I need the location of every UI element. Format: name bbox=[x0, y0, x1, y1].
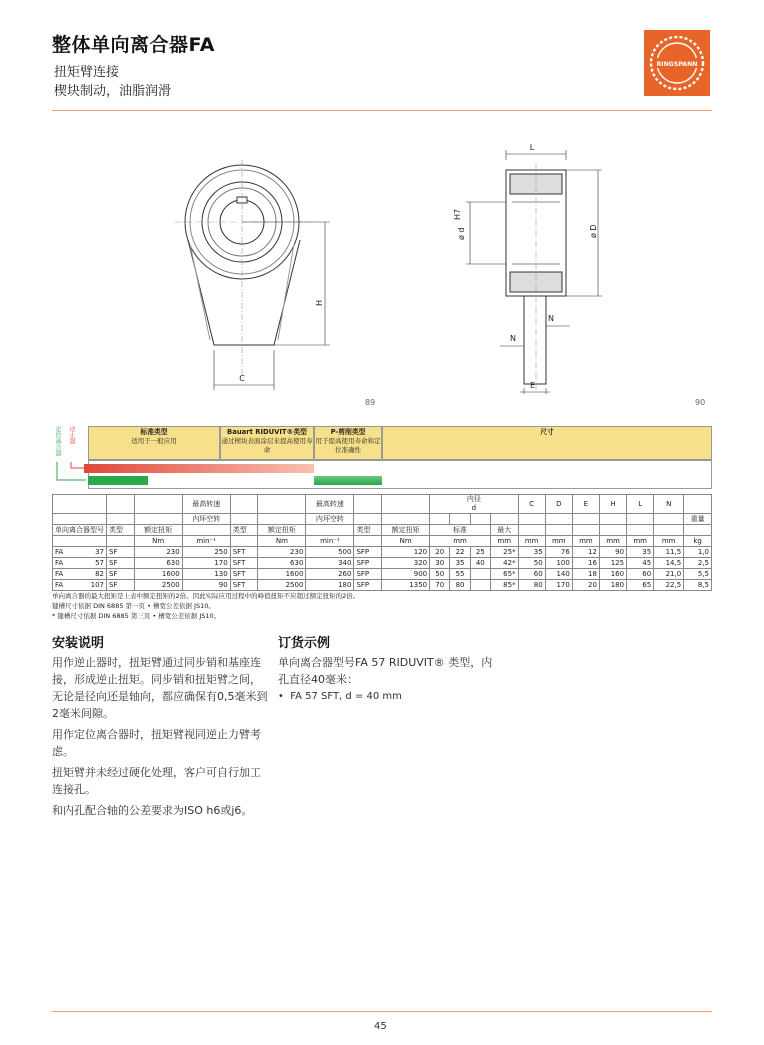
cell-n: 22,5 bbox=[654, 580, 684, 591]
model-size: 57 bbox=[95, 559, 104, 567]
cell-l: 35 bbox=[627, 547, 654, 558]
header-divider bbox=[52, 110, 712, 111]
col-type-1: 类型 bbox=[107, 525, 135, 536]
unit-nm-3: Nm bbox=[382, 536, 430, 547]
col-inner-ring-1: 内环空转 bbox=[182, 514, 230, 525]
cell-kg: 8,5 bbox=[684, 580, 712, 591]
unit-mm-d: mm bbox=[545, 536, 572, 547]
cell-t3: SFP bbox=[354, 580, 382, 591]
dim-label-n2: N bbox=[510, 334, 516, 343]
cell-kg: 1,0 bbox=[684, 547, 712, 558]
subtitle-connection: 扭矩臂连接 bbox=[54, 65, 120, 80]
col-d: D bbox=[545, 495, 572, 514]
cell-m1: 1600 bbox=[134, 569, 182, 580]
standard-type-desc: 适用于一般应用 bbox=[131, 437, 177, 445]
install-para-2: 用作定位离合器时，扭矩臂视同逆止力臂考虑。 bbox=[52, 728, 261, 758]
install-para-1: 用作逆止器时，扭矩臂通过同步销和基座连接，形成逆止扭矩。同步销和扭矩臂之间，无论是径向还是轴向，都应确保有0,5毫米到2毫米间隙。 bbox=[52, 656, 268, 720]
unit-mm-e: mm bbox=[572, 536, 599, 547]
dim-label-d: ø d bbox=[457, 227, 466, 240]
unit-nm-1: Nm bbox=[134, 536, 182, 547]
figure-number-left: 89 bbox=[365, 398, 376, 407]
footer-divider bbox=[52, 1011, 712, 1012]
cell-m2: 1600 bbox=[258, 569, 306, 580]
install-para-4: 和内孔配合轴的公差要求为ISO h6或j6。 bbox=[52, 804, 253, 817]
logo-text: RINGSPANN bbox=[656, 61, 698, 68]
col-max-speed-1: 最高转速 bbox=[182, 495, 230, 514]
unit-mm-n: mm bbox=[654, 536, 684, 547]
table-note-3: * 键槽尺寸依据 DIN 6885 第三页 • 槽宽公差依据 JS10。 bbox=[52, 612, 221, 620]
riduvit-type-desc: 通过楔块表面涂层来提高使用寿命 bbox=[221, 437, 313, 454]
unit-mm-max: mm bbox=[490, 536, 518, 547]
cell-m3: 1350 bbox=[382, 580, 430, 591]
col-bore: 内径 bbox=[466, 495, 481, 503]
type-connector-lines bbox=[52, 462, 92, 490]
cell-d1: 20 bbox=[430, 547, 450, 558]
cell-s1: 170 bbox=[182, 558, 230, 569]
cell-t2: SFT bbox=[230, 569, 258, 580]
order-example-text: FA 57 SFT, d = 40 mm bbox=[290, 691, 402, 702]
cell-t1: SF bbox=[107, 580, 135, 591]
col-bore-standard: 标准 bbox=[430, 525, 491, 536]
cell-m2: 2500 bbox=[258, 580, 306, 591]
cell-h: 180 bbox=[599, 580, 626, 591]
cell-s1: 250 bbox=[182, 547, 230, 558]
dim-label-l: L bbox=[529, 143, 535, 152]
cell-t2: SFT bbox=[230, 547, 258, 558]
ringspann-logo bbox=[644, 30, 710, 96]
cell-s2: 500 bbox=[306, 547, 354, 558]
cell-d3: 25 bbox=[470, 547, 490, 558]
cell-l: 60 bbox=[627, 569, 654, 580]
cell-d: 100 bbox=[545, 558, 572, 569]
cell-m2: 630 bbox=[258, 558, 306, 569]
cell-dmax: 65* bbox=[490, 569, 518, 580]
model-name: FA bbox=[55, 548, 64, 556]
model-name: FA bbox=[55, 559, 64, 567]
dim-label-e: E bbox=[530, 381, 536, 390]
dim-label-d-tolerance: H7 bbox=[453, 208, 462, 220]
cell-h: 160 bbox=[599, 569, 626, 580]
cell-c: 50 bbox=[518, 558, 545, 569]
unit-mm-c: mm bbox=[518, 536, 545, 547]
cell-n: 21,0 bbox=[654, 569, 684, 580]
cell-d2: 22 bbox=[450, 547, 470, 558]
cell-h: 90 bbox=[599, 547, 626, 558]
cell-dmax: 25* bbox=[490, 547, 518, 558]
col-n: N bbox=[654, 495, 684, 514]
install-heading: 安装说明 bbox=[52, 636, 105, 651]
label-backstop: 逆止器 bbox=[68, 426, 75, 444]
cell-d: 170 bbox=[545, 580, 572, 591]
col-c: C bbox=[518, 495, 545, 514]
unit-nm-2: Nm bbox=[258, 536, 306, 547]
table-note-2: 键槽尺寸依据 DIN 6885 第一页 • 槽宽公差依据 JS10。 bbox=[52, 602, 215, 610]
col-type-3: 类型 bbox=[354, 525, 382, 536]
table-row bbox=[53, 547, 712, 558]
cell-m3: 320 bbox=[382, 558, 430, 569]
cell-d2: 80 bbox=[450, 580, 470, 591]
unit-mm-h: mm bbox=[599, 536, 626, 547]
cell-e: 12 bbox=[572, 547, 599, 558]
dimensions-cell bbox=[382, 426, 712, 460]
cell-dmax: 42* bbox=[490, 558, 518, 569]
dim-label-big-d: ø D bbox=[589, 224, 598, 238]
cell-s2: 340 bbox=[306, 558, 354, 569]
cell-n: 14,5 bbox=[654, 558, 684, 569]
order-heading: 订货示例 bbox=[278, 636, 331, 651]
cell-dmax: 85* bbox=[490, 580, 518, 591]
col-torque-2: 额定扭矩 bbox=[258, 525, 306, 536]
col-max-speed-2: 最高转速 bbox=[306, 495, 354, 514]
cell-model bbox=[53, 580, 107, 591]
p-type-title: P-剪削类型 bbox=[330, 428, 366, 436]
col-weight: 重量 bbox=[684, 514, 712, 525]
table-row bbox=[53, 569, 712, 580]
cell-s2: 260 bbox=[306, 569, 354, 580]
cell-model bbox=[53, 558, 107, 569]
unit-mm-l: mm bbox=[627, 536, 654, 547]
model-size: 37 bbox=[95, 548, 104, 556]
unit-rpm-1: min⁻¹ bbox=[182, 536, 230, 547]
label-indexing: 定位离合器 bbox=[54, 426, 61, 456]
cell-t3: SFP bbox=[354, 547, 382, 558]
cell-e: 16 bbox=[572, 558, 599, 569]
cell-c: 35 bbox=[518, 547, 545, 558]
cell-t2: SFT bbox=[230, 580, 258, 591]
cell-t1: SF bbox=[107, 569, 135, 580]
page-title: 整体单向离合器FA bbox=[52, 34, 216, 56]
unit-kg: kg bbox=[684, 536, 712, 547]
subtitle-braking: 楔块制动，油脂润滑 bbox=[54, 84, 172, 99]
model-size: 107 bbox=[90, 581, 104, 589]
cell-c: 80 bbox=[518, 580, 545, 591]
cell-d3 bbox=[470, 569, 490, 580]
cell-c: 60 bbox=[518, 569, 545, 580]
order-para: 单向离合器型号FA 57 RIDUVIT® 类型，内孔直径40毫米： bbox=[278, 656, 493, 686]
riduvit-type-cell bbox=[220, 426, 314, 460]
cell-l: 45 bbox=[627, 558, 654, 569]
figure-number-right: 90 bbox=[695, 398, 706, 407]
unit-rpm-2: min⁻¹ bbox=[306, 536, 354, 547]
cell-d1: 70 bbox=[430, 580, 450, 591]
dim-label-h: H bbox=[315, 299, 324, 306]
col-torque-1: 额定扭矩 bbox=[134, 525, 182, 536]
cell-t2: SFT bbox=[230, 558, 258, 569]
cell-d2: 55 bbox=[450, 569, 470, 580]
cell-model bbox=[53, 569, 107, 580]
p-type-cell bbox=[314, 426, 382, 460]
cell-t1: SF bbox=[107, 547, 135, 558]
cell-s1: 90 bbox=[182, 580, 230, 591]
cell-m1: 630 bbox=[134, 558, 182, 569]
col-h: H bbox=[599, 495, 626, 514]
type-header bbox=[52, 426, 712, 489]
technical-drawing-right bbox=[440, 140, 620, 400]
table-row bbox=[53, 558, 712, 569]
cell-m2: 230 bbox=[258, 547, 306, 558]
order-example bbox=[278, 688, 496, 705]
cell-d2: 35 bbox=[450, 558, 470, 569]
model-name: FA bbox=[55, 581, 64, 589]
table-row bbox=[53, 580, 712, 591]
riduvit-type-title: Bauart RIDUVIT®类型 bbox=[227, 428, 307, 436]
page-number: 45 bbox=[374, 1021, 387, 1032]
cell-t3: SFP bbox=[354, 569, 382, 580]
cell-m3: 120 bbox=[382, 547, 430, 558]
col-model: 单向离合器型号 bbox=[53, 525, 107, 536]
cell-t3: SFP bbox=[354, 558, 382, 569]
cell-t1: SF bbox=[107, 558, 135, 569]
cell-l: 65 bbox=[627, 580, 654, 591]
backstop-bar bbox=[84, 464, 314, 473]
col-l: L bbox=[627, 495, 654, 514]
bullet-icon: • bbox=[278, 691, 291, 702]
cell-d: 140 bbox=[545, 569, 572, 580]
p-type-desc: 用于提高使用寿命和定位准确性 bbox=[315, 437, 381, 454]
col-torque-3: 额定扭矩 bbox=[382, 525, 430, 536]
col-type-2: 类型 bbox=[230, 525, 258, 536]
dim-label-n1: N bbox=[548, 314, 554, 323]
cell-m1: 2500 bbox=[134, 580, 182, 591]
cell-h: 125 bbox=[599, 558, 626, 569]
cell-d: 76 bbox=[545, 547, 572, 558]
specification-table bbox=[52, 494, 712, 591]
cell-d1: 30 bbox=[430, 558, 450, 569]
cell-kg: 2,5 bbox=[684, 558, 712, 569]
model-size: 82 bbox=[95, 570, 104, 578]
col-bore-max: 最大 bbox=[490, 525, 518, 536]
model-name: FA bbox=[55, 570, 64, 578]
install-para-3: 扭矩臂并未经过硬化处理，客户可自行加工连接孔。 bbox=[52, 766, 261, 796]
standard-type-cell bbox=[88, 426, 220, 460]
cell-e: 20 bbox=[572, 580, 599, 591]
cell-s1: 130 bbox=[182, 569, 230, 580]
cell-d3: 40 bbox=[470, 558, 490, 569]
table-note-1: 单向离合器的最大扭矩是上表中额定扭矩的2倍。因此实际应用过程中的峰值扭矩不应超过额定扭矩的2倍。 bbox=[52, 592, 360, 600]
cell-n: 11,5 bbox=[654, 547, 684, 558]
indexing-bar-p bbox=[314, 476, 382, 485]
col-bore-d: d bbox=[471, 504, 477, 512]
cell-m3: 900 bbox=[382, 569, 430, 580]
dim-label-c: C bbox=[239, 374, 245, 383]
col-inner-ring-2: 内环空转 bbox=[306, 514, 354, 525]
dimensions-title: 尺寸 bbox=[540, 428, 554, 436]
indexing-bar-standard bbox=[88, 476, 148, 485]
col-e: E bbox=[572, 495, 599, 514]
cell-d3 bbox=[470, 580, 490, 591]
cell-kg: 5,5 bbox=[684, 569, 712, 580]
standard-type-title: 标准类型 bbox=[140, 428, 168, 436]
cell-m1: 230 bbox=[134, 547, 182, 558]
cell-e: 18 bbox=[572, 569, 599, 580]
unit-mm-bore: mm bbox=[430, 536, 491, 547]
cell-model bbox=[53, 547, 107, 558]
cell-s2: 180 bbox=[306, 580, 354, 591]
cell-d1: 50 bbox=[430, 569, 450, 580]
